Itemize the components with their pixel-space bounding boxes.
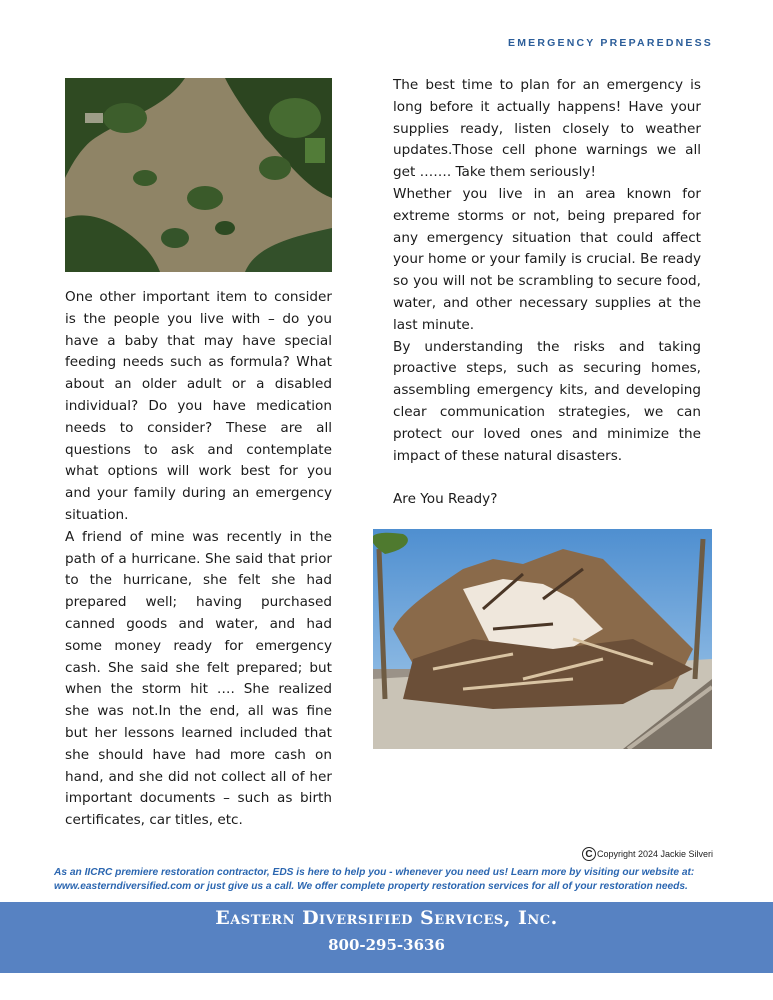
- phone-number[interactable]: 800-295-3636: [328, 936, 445, 954]
- promo-text: As an IICRC premiere restoration contractor, EDS is here to help you - whenever you need us! Learn more by visiting our website at: www.easterndiversified.com or just give us a call. We offer complete property restoration services for all of your restoration needs.: [54, 867, 695, 892]
- hurricane-damage-photo: [373, 529, 712, 749]
- paragraph: A friend of mine was recently in the path of a hurricane. She said that prior to the hurricane, she felt she had prepared well; having purchased canned goods and water, and had some money ready for emergency cash. She said she felt prepared; but when the storm hit …. She realized she was not.In the end, all was fine but her lessons learned included that she should have had more cash on hand, and she did not collect all of her important documents – such as birth certificates, car titles, etc.: [65, 528, 332, 829]
- paragraph: The best time to plan for an emergency is long before it actually happens! Have your supplies ready, listen closely to weather updates.Those cell phone warnings we all get ……. Take them seriously!: [393, 77, 701, 181]
- paragraph: One other important item to consider is the people you live with – do you have a baby that may have special feeding needs such as formula? What about an older adult or a disabled individual? Do you have medication needs to consider? These are all questions to ask and contemplate what options will work best for you and your family during an emergency situation.: [65, 289, 332, 523]
- left-column: [65, 287, 332, 832]
- right-column: [393, 75, 701, 511]
- company-name: Eastern Diversified Services, Inc.: [215, 907, 558, 929]
- section-header: EMERGENCY PREPAREDNESS: [508, 37, 713, 49]
- closing-question: Are You Ready?: [393, 491, 498, 508]
- copyright-icon: C: [582, 847, 596, 861]
- paragraph: Whether you live in an area known for extreme storms or not, being prepared for any emergency situation that could affect your home or your family is crucial. Be ready so you will not be scrambling to secure food, water, and other necessary supplies at the last minute.: [393, 185, 701, 333]
- copyright-notice: [582, 847, 713, 861]
- paragraph: By understanding the risks and taking proactive steps, such as securing homes, assembling emergency kits, and developing clear communication strategies, we can protect our loved ones and minimize the impact of these natural disasters.: [393, 338, 701, 464]
- copyright-text: Copyright 2024 Jackie Silveri: [597, 849, 714, 859]
- footer-banner: [0, 902, 773, 973]
- flood-aerial-photo: [65, 78, 332, 272]
